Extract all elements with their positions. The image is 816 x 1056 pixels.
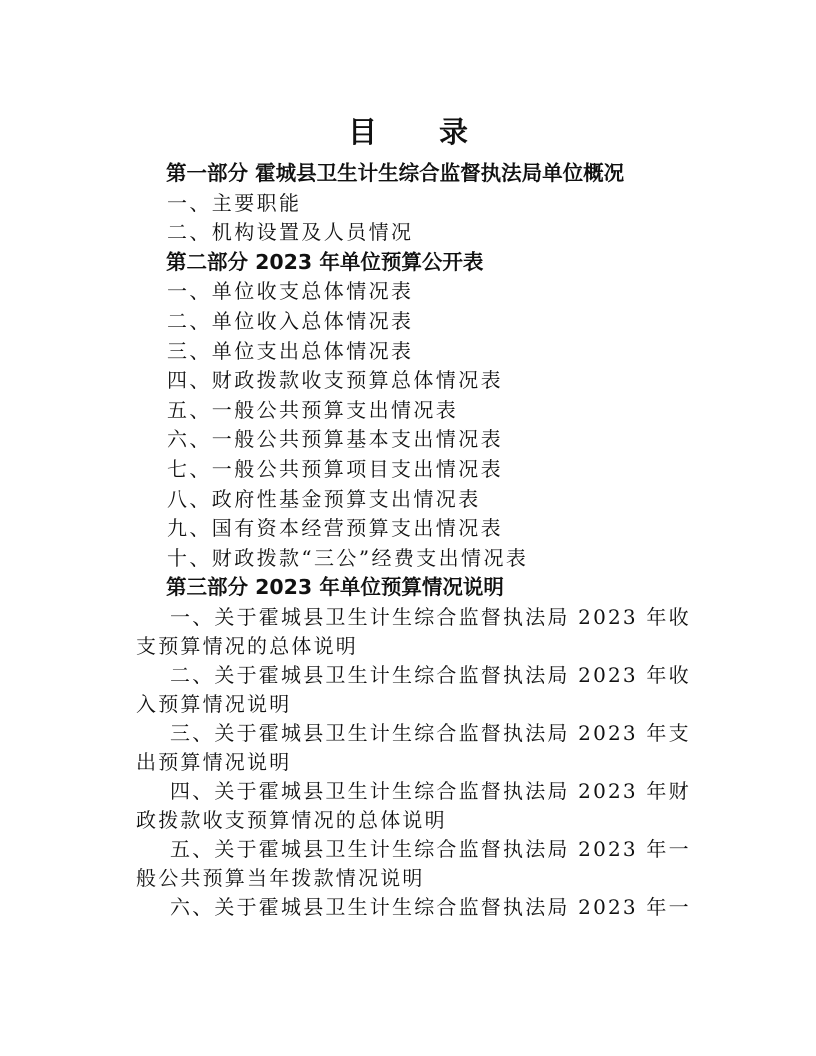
toc-item: 三、单位支出总体情况表: [167, 338, 414, 363]
toc-title-char-1: 目: [347, 115, 377, 149]
toc-paragraph-line: 四、关于霍城县卫生计生综合监督执法局 2023 年财: [170, 778, 691, 803]
toc-item: 一、单位收支总体情况表: [167, 279, 414, 304]
toc-item: 七、一般公共预算项目支出情况表: [167, 456, 503, 481]
toc-paragraph-line: 五、关于霍城县卫生计生综合监督执法局 2023 年一: [170, 836, 691, 861]
toc-item: 一、主要职能: [167, 190, 302, 215]
toc-paragraph-line: 出预算情况说明: [136, 749, 292, 774]
toc-paragraph-item: [136, 719, 691, 777]
part3-heading: 第三部分 2023 年单位预算情况说明: [166, 575, 504, 600]
toc-item: 六、一般公共预算基本支出情况表: [167, 427, 503, 452]
toc-paragraph-item: [136, 661, 691, 719]
toc-paragraph-line: 三、关于霍城县卫生计生综合监督执法局 2023 年支: [170, 720, 691, 745]
part2-heading: 第二部分 2023 年单位预算公开表: [166, 249, 484, 274]
toc-paragraph-line: 二、关于霍城县卫生计生综合监督执法局 2023 年收: [170, 662, 691, 687]
table-of-contents: [136, 159, 691, 922]
toc-item: 二、单位收入总体情况表: [167, 308, 414, 333]
toc-paragraph-item: [136, 893, 691, 922]
toc-paragraph-line: 支预算情况的总体说明: [136, 633, 358, 658]
toc-paragraph-line: 一、关于霍城县卫生计生综合监督执法局 2023 年收: [170, 604, 691, 629]
toc-item: 二、机构设置及人员情况: [167, 220, 414, 245]
toc-paragraph-item: [136, 835, 691, 893]
toc-paragraph-item: [136, 777, 691, 835]
toc-paragraph-item: [136, 603, 691, 661]
toc-paragraph-line: 入预算情况说明: [136, 691, 292, 716]
toc-paragraph-line: 政拨款收支预算情况的总体说明: [136, 807, 447, 832]
toc-paragraph-line: 般公共预算当年拨款情况说明: [136, 865, 425, 890]
toc-item: 四、财政拨款收支预算总体情况表: [167, 368, 503, 393]
toc-title: [0, 112, 816, 152]
toc-paragraph-line: 六、关于霍城县卫生计生综合监督执法局 2023 年一: [170, 894, 691, 919]
toc-item: 八、政府性基金预算支出情况表: [167, 486, 481, 511]
part1-heading: 第一部分 霍城县卫生计生综合监督执法局单位概况: [166, 161, 625, 185]
toc-title-char-2: 录: [439, 115, 469, 149]
toc-item: 五、一般公共预算支出情况表: [167, 397, 459, 422]
toc-item: 十、财政拨款“三公”经费支出情况表: [167, 545, 529, 570]
toc-item: 九、国有资本经营预算支出情况表: [167, 516, 503, 541]
